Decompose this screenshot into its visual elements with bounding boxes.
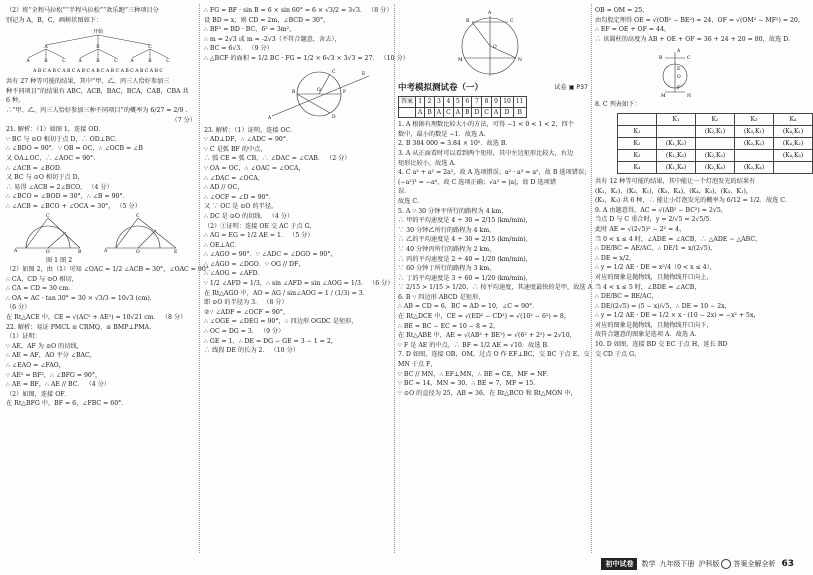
text-line: （2）将“全程马拉松”“半程马拉松”“欢乐跑”三种项目分 bbox=[6, 7, 159, 14]
text-line: ∵ BC = 14，MN = 30，∴ BE = 7，MF = 15． bbox=[398, 380, 540, 388]
text-line: 设 BD = x，则 CD = 2m，∠BCD = 30°， bbox=[204, 16, 330, 24]
text-line: ∴ GE = 1，∴ DE = DG − GE = 3 − 1 = 2， bbox=[204, 337, 337, 345]
answer-table-cell bbox=[399, 107, 416, 118]
text-line: ∴ m = 2√3 或 m = -2√3（不符合题意，舍去）， bbox=[204, 35, 341, 43]
answer-table-header-cell: 9 bbox=[491, 97, 500, 108]
text-line: ∵ OA = OC，∴ ∠OAC = ∠OCA， bbox=[204, 164, 305, 172]
text-line: （6 分） bbox=[6, 304, 31, 312]
outcome-table-cell: (K₄,K₃) bbox=[774, 149, 813, 161]
text-line: 22. 解析：易证 PMCL ≌ CRMQ，≌ BMP⊥PMA． bbox=[6, 323, 156, 331]
outcome-table-cell: (K₃,K₁) bbox=[735, 125, 774, 137]
text-line: 又 BC 与 ⊙O 相切于点 D， bbox=[6, 174, 84, 182]
text-line: ∴ BE = BC − EC = 10 − 8 = 2， bbox=[398, 322, 500, 330]
outcome-table-header-cell: K₄ bbox=[774, 113, 813, 125]
page-footer bbox=[601, 558, 794, 570]
text-line: 在 Rt△ACE 中，CE = √(AC² + AE²) = 10√21 cm． （8 分） bbox=[6, 314, 187, 322]
text-line: (K₁，K₃) 共 6 种，∴ 能让小灯泡发光的概率为 6/12 = 1/2．故选 C． bbox=[595, 197, 792, 205]
text-line: 2. B 384 000 = 3.84 × 10⁵．故选 B． bbox=[398, 140, 512, 148]
text-line: 共有 27 种等可能的结果，其中“甲、乙、丙三人恰好参加三 bbox=[6, 78, 170, 86]
outcome-table-cell: (K₃,K₂) bbox=[735, 137, 774, 149]
text-line: 5. A ∵ 30 分钟平所行的路程为 4 km， bbox=[398, 207, 508, 215]
text-line: 6. B ∵ 四边形 ABCD 是矩形， bbox=[398, 293, 485, 301]
text-line: ∴ ∠AGO = ∠DGO．∵ OG // DF， bbox=[204, 260, 305, 268]
text-line: ∵ 30 分钟乙所行的路程为 4 km， bbox=[398, 226, 496, 234]
answer-table-header-cell: 11 bbox=[513, 97, 526, 108]
text-line: 10. D 如图，连接 BD 交 EC 于点 H，延长 BD bbox=[595, 341, 728, 349]
text-line: 7. D 如图，连接 OB，OM，过点 O 作 EF⊥BC，交 BC 于点 E，交 bbox=[398, 351, 590, 359]
outcome-table bbox=[617, 113, 813, 174]
svg-text:B: B bbox=[96, 59, 100, 65]
brand-label: 初中试卷 bbox=[601, 558, 637, 570]
figure-circle-chords bbox=[398, 8, 583, 80]
answer-table-cell: C bbox=[444, 107, 454, 118]
outcome-table-cell: (K₂,K₁) bbox=[696, 125, 735, 137]
text-line: OB = OM = 25， bbox=[595, 7, 649, 14]
svg-text:B: B bbox=[659, 56, 663, 62]
text-line: ∴ AG = EG = 1/2 AE = 1． （5 分） bbox=[204, 232, 314, 240]
column-divider bbox=[199, 4, 200, 553]
outcome-table-cell: (K₂,K₃) bbox=[696, 149, 735, 161]
answer-table-cell: C bbox=[482, 107, 492, 118]
answer-table-cell: A bbox=[453, 107, 462, 118]
text-line: ∴ AD // OC， bbox=[204, 184, 244, 192]
answer-table-header-cell: 8 bbox=[482, 97, 492, 108]
svg-text:M: M bbox=[661, 94, 666, 100]
text-line: ∴ OC = DG = 3． （9 分） bbox=[204, 328, 285, 336]
svg-text:A: A bbox=[78, 59, 82, 65]
text-line: ∴ FG = BF · sin B = 6 × sin 60° = 6 × √3/2 = 3√3． （8 分） bbox=[204, 7, 393, 14]
text-line: 故选 C． bbox=[398, 197, 424, 205]
text-line: 故符合题意的图象是选项 A．故选 A． bbox=[595, 331, 701, 339]
svg-text:C: C bbox=[332, 69, 336, 75]
outcome-table-cell bbox=[696, 137, 735, 149]
text-line: ∴ 乙的平均速度是 4 ÷ 30 = 2/15 (km/min)， bbox=[398, 236, 532, 244]
page-reference: 试卷 ▣ P37 bbox=[554, 84, 588, 91]
text-line: 当 0 < x ≤ 4 时，∠ADE = ∠ACB，∴ △ADE ∽ △ABC， bbox=[595, 235, 762, 243]
text-line: 对应的图象是抛物线，且抛物线开口向上， bbox=[595, 273, 713, 281]
svg-text:A: A bbox=[104, 248, 108, 254]
text-line: MN 于点 F， bbox=[398, 361, 437, 369]
tree-diagram bbox=[6, 27, 191, 75]
text-line: 1. A 根据有理数比较大小的方法，可得 −1 < 0 < 1 < 2，四个 bbox=[398, 121, 574, 129]
text-line: （2）如图 2，由（1）可知 ∠OAC = 1/2 ∠ACB = 30°，∠OAC = 90°． bbox=[6, 266, 216, 274]
text-line: ∵ AD⊥DF，∴ ∠ADC = 90°． bbox=[204, 136, 293, 144]
text-line: ∴ ∠AGO = 90°．∵ ∠ADC = ∠DGO = 90°， bbox=[204, 251, 337, 259]
text-line: (K₁，K₂)，(K₂，K₁)，(K₃，K₄)，(K₄，K₃)，(K₃，K₁)， bbox=[595, 187, 753, 195]
text-line: （2）①证明：连接 OE 交 AC 于点 G， bbox=[204, 222, 316, 230]
answer-table-header-cell: 5 bbox=[453, 97, 462, 108]
answer-table-cell: B bbox=[513, 107, 526, 118]
column-3 bbox=[398, 6, 599, 398]
outcome-table-cell: (K₁,K₂) bbox=[657, 137, 696, 149]
text-line: ∴ DE/BC = BE/AC， bbox=[595, 293, 658, 301]
answer-table-header-cell: 2 bbox=[425, 97, 434, 108]
exam-section-header bbox=[398, 82, 588, 94]
text-line: 在 Rt△BFG 中，BF = 6，∠FBC = 60°． bbox=[6, 400, 128, 408]
text-line: 9. A 由题意得，AC = √(AB² − BC²) = 2√5， bbox=[595, 206, 727, 214]
answer-table-cell: D bbox=[472, 107, 482, 118]
outcome-table-cell: K₃ bbox=[618, 149, 657, 161]
outcome-table-cell: (K₄,K₂) bbox=[774, 137, 813, 149]
outcome-table-cell: K₁ bbox=[618, 125, 657, 137]
outcome-table-header-cell bbox=[618, 113, 657, 125]
svg-text:F: F bbox=[343, 89, 347, 95]
text-line: 共有 12 种等可能的结果，其中能让一个灯泡发光的结果有 bbox=[595, 177, 756, 185]
edition-label: 沪科版 bbox=[698, 560, 720, 568]
text-line: 误． bbox=[398, 188, 411, 196]
svg-text:C: C bbox=[687, 56, 691, 62]
text-line: 即 ⊙O 的半径为 3． （8 分） bbox=[204, 299, 288, 307]
svg-text:C: C bbox=[166, 59, 170, 65]
text-line: 数中，最小的数是 −1．故选 A． bbox=[398, 130, 490, 138]
text-line: 矩形比较小，故选 A． bbox=[398, 159, 461, 167]
outcome-table-cell: (K₂,K₄) bbox=[696, 161, 735, 173]
answer-table-cell: A bbox=[491, 107, 500, 118]
text-line: ∴ ∠AOG = ∠AFD． bbox=[204, 270, 264, 278]
answer-table-cell: A bbox=[416, 107, 425, 118]
text-line: ∴ 丙的平均速度是 2 ÷ 40 = 1/20 (km/min)， bbox=[398, 255, 532, 263]
svg-text:C: C bbox=[510, 19, 514, 24]
svg-text:O: O bbox=[317, 87, 321, 93]
svg-text:A: A bbox=[44, 45, 48, 51]
svg-text:D: D bbox=[332, 114, 336, 120]
text-line: 交 CD 于点 G， bbox=[595, 350, 641, 358]
text-line: ∵ 40 分钟丙所行的路程为 2 km， bbox=[398, 245, 496, 253]
text-line: ∴ ∠DAC = ∠OCA， bbox=[204, 174, 265, 182]
text-line: ∴ y = 1/2 AE · DE = x²/4（0 < x ≤ 4）， bbox=[595, 264, 716, 272]
text-line: 由勾股定理得 OE = √(OB² − BE²) = 24，OF = √(OM² − MF²) = 20， bbox=[595, 16, 805, 24]
text-line: 又 OA⊥OC，∴ ∠AOC = 90°． bbox=[6, 154, 100, 162]
column-4 bbox=[595, 6, 805, 359]
text-line: ②∵ ∠ADF = ∠OCF = 90°， bbox=[204, 308, 290, 316]
svg-text:B: B bbox=[466, 19, 470, 24]
answer-table-header-cell: 4 bbox=[444, 97, 454, 108]
outcome-table-cell bbox=[657, 125, 696, 137]
text-line: ∵ BC // MN，∴ EF⊥MN，∴ BE = CE，MF = NF． bbox=[398, 370, 553, 378]
svg-text:E: E bbox=[677, 67, 681, 73]
text-line: ∵ AE，AF 为 ⊙O 的切线， bbox=[6, 342, 83, 350]
svg-text:E: E bbox=[174, 249, 178, 255]
svg-text:E: E bbox=[362, 71, 366, 77]
svg-text:A B C A B C A B C A B C A B C: A B C A B C A B C A B C A B C A B C A B C A B C A B C bbox=[33, 69, 163, 75]
text-line: 6 种， bbox=[6, 97, 25, 105]
answer-table-cell: B bbox=[425, 107, 434, 118]
figure-circle-tangent bbox=[204, 66, 384, 124]
svg-text:A: A bbox=[26, 59, 30, 65]
outcome-table-cell: (K₄,K₁) bbox=[774, 125, 813, 137]
text-line: 图 1 图 2 bbox=[46, 256, 73, 264]
answer-mark-icon bbox=[721, 559, 731, 569]
column-divider bbox=[591, 4, 592, 553]
text-line: ∴ ∠EAO = ∠FAO， bbox=[6, 362, 65, 370]
column-1 bbox=[6, 6, 216, 409]
svg-text:O: O bbox=[677, 75, 681, 81]
figure-cylinder-section bbox=[595, 46, 790, 98]
svg-text:C: C bbox=[62, 59, 66, 65]
svg-text:A: A bbox=[268, 115, 272, 121]
figure-circles-1-2 bbox=[6, 214, 191, 254]
text-line: (−a²)³ = −a⁶，故 C 选项正确；√a² = |a|，故 D 选项错 bbox=[398, 178, 557, 186]
text-line: ∵ F 是 AE 的中点，∴ BF = 1/2 AE = √10．故选 B． bbox=[398, 341, 554, 349]
answer-table-cell: D bbox=[501, 107, 514, 118]
text-line: 当点 D 与 C 重合时，y = 2/√5 = 2√5/5． bbox=[595, 216, 716, 224]
text-line: ∴ CA = CD = 30 cm． bbox=[6, 285, 75, 293]
svg-text:N: N bbox=[687, 94, 691, 100]
text-line: 8. C 列表如下： bbox=[595, 101, 641, 109]
text-line: ∵ C 是弧 BF 的中点， bbox=[204, 145, 267, 153]
text-line: ∴ 弧 CE = 弧 CB，∴ ∠DAC = ∠CAB． （2 分） bbox=[204, 155, 351, 163]
text-line: ∴ ∠OGE = ∠DEG = 90°，∴ 四边形 OGDC 是矩形， bbox=[204, 318, 358, 326]
text-line: ∵ 60 分钟丁所行的路程为 3 km， bbox=[398, 265, 496, 273]
text-line: ∴ BC = 6√3． （9 分） bbox=[204, 45, 273, 53]
text-line: ∵ 2/15 > 1/15 > 1/20，∴ 按平均速度，其速度最快的是甲，故选 A． bbox=[398, 284, 599, 292]
outcome-table-header-cell: K₃ bbox=[735, 113, 774, 125]
text-line: ∴ 该圆柱的高度为 AB + OE + OF = 36 + 24 + 20 = 80，故选 D． bbox=[595, 35, 795, 43]
text-line: 在 Rt△AGO 中，AO = AG / sin∠AOG = 1 / (1/3) = 3． bbox=[204, 289, 369, 297]
svg-text:M: M bbox=[458, 58, 463, 63]
text-line: 对应的图象是抛物线，且抛物线开口向下， bbox=[595, 321, 713, 329]
text-line: ∴ ∠BCO = ∠BOD = 30°，∴ ∠B = 90°． bbox=[6, 193, 129, 201]
text-line: （2）如图，连接 OF． bbox=[6, 390, 71, 398]
text-line: 此时 AE = √(2√5)² − 2² = 4， bbox=[595, 225, 686, 233]
text-line: 在 Rt△DCE 中，CE = √(ED² − CD²) = √(10² − 6²) = 8， bbox=[398, 313, 571, 321]
book-label: 答案全解全析 bbox=[733, 560, 776, 568]
text-line: ∴ OE⊥AC． bbox=[204, 241, 241, 249]
outcome-table-cell: (K₁,K₃) bbox=[657, 149, 696, 161]
answer-table-cell: A bbox=[434, 107, 443, 118]
exam-title: 中考模拟测试卷（一） bbox=[398, 83, 484, 93]
svg-text:C: C bbox=[114, 59, 118, 65]
outcome-table-cell: K₄ bbox=[618, 161, 657, 173]
text-line: ∴ △BCF 的面积 = 1/2 BC · FG = 1/2 × 6√3 × 3√3 = 27． （10 分） bbox=[204, 54, 409, 62]
text-line: ∴ AB = CD = 6，BC = AD = 10，∠C = 90°． bbox=[398, 303, 539, 311]
text-line: ∴ ∠OCF = ∠D = 90°． bbox=[204, 193, 275, 201]
text-line: 4. C a² + a² = 2a²，故 A 选项错误；a² · a³ = a⁵，故 B 选项错误； bbox=[398, 169, 591, 177]
outcome-table-cell: (K₁,K₄) bbox=[657, 161, 696, 173]
svg-text:A: A bbox=[488, 11, 492, 16]
text-line: ∵ ⊙O 的直径为 25，AB = 36，在 Rt△BCO 和 Rt△MON 中， bbox=[398, 389, 577, 397]
text-line: ∴ OA = AC · tan 30° = 30 × √3/3 = 10√3 (cm)． bbox=[6, 294, 156, 302]
text-line: ∴ 甲的平均速度是 4 ÷ 30 = 2/15 (km/min)， bbox=[398, 217, 532, 225]
text-line: ∴ AE = BF，∴ AE // BC． （4 分） bbox=[6, 381, 111, 389]
text-line: ∴“甲、乙、丙三人恰好参加三种不同项目”的概率为 6/27 = 2/9 . bbox=[6, 106, 188, 114]
outcome-table-header-cell: K₂ bbox=[696, 113, 735, 125]
text-line: （7 分） bbox=[171, 116, 196, 124]
text-line: ∴ ∠ACB = ∠BCO + ∠OCA = 30°， （5 分） bbox=[6, 202, 141, 210]
svg-text:A: A bbox=[14, 248, 18, 254]
answer-table-header-cell: 6 bbox=[463, 97, 472, 108]
text-line: 别记为 A，B，C，画树状图如下： bbox=[6, 16, 103, 24]
outcome-table-header-cell: K₁ bbox=[657, 113, 696, 125]
grade-label: 九年级下册 bbox=[659, 560, 695, 568]
text-line: ∴ ∠BDO = 90°．∵ OB = OC，∴ ∠OCB = ∠B bbox=[6, 145, 143, 153]
text-line: 当 4 < x ≤ 5 时，∠BDE = ∠ACB， bbox=[595, 283, 701, 291]
svg-text:O: O bbox=[136, 249, 140, 255]
text-line: 又 ∵ OC 是 ⊙O 的半径， bbox=[204, 203, 278, 211]
text-line: ∴ BF² = BD · BC，6² = 3m²， bbox=[204, 26, 296, 34]
text-line: ∴ y = 1/2 AE · DE = 1/2 × x · (10 − 2x) = −x² + 5x， bbox=[595, 312, 760, 320]
text-line: ∴ DE/BC = AE/AC，∴ DE/1 = x/(2√5)， bbox=[595, 245, 717, 253]
svg-text:O: O bbox=[493, 45, 497, 50]
text-line: ∵ BC 与 ⊙O 相切于点 D，∴ OD⊥BC． bbox=[6, 135, 122, 143]
page-number: 63 bbox=[781, 559, 794, 569]
svg-text:C: C bbox=[46, 213, 50, 219]
text-line: ∴ AE = AF，AO 平分 ∠BAC， bbox=[6, 352, 96, 360]
text-line: （1）证明： bbox=[6, 333, 41, 341]
outcome-table-cell: K₂ bbox=[618, 137, 657, 149]
outcome-table-cell: (K₃,K₄) bbox=[735, 161, 774, 173]
outcome-table-cell bbox=[774, 161, 813, 173]
svg-text:B: B bbox=[148, 59, 152, 65]
svg-text:B: B bbox=[44, 59, 48, 65]
answer-table-header-cell: 3 bbox=[434, 97, 443, 108]
answer-table bbox=[398, 96, 527, 118]
text-line: 3. A 从正面看时可以看到两个矩形，其中左边矩形比较大，右边 bbox=[398, 149, 574, 157]
svg-text:B: B bbox=[78, 249, 82, 255]
svg-text:A: A bbox=[130, 59, 134, 65]
text-line: 种不同项目”的结果有 ABC，ACB，BAC，BCA，CAB，CBA 共 bbox=[6, 87, 189, 95]
svg-text:开始: 开始 bbox=[92, 29, 104, 36]
answer-table-cell: B bbox=[463, 107, 472, 118]
answer-table-header-cell: 10 bbox=[501, 97, 514, 108]
text-line: 在 Rt△ABE 中，AE = √(AB² + BE²) = √(6² + 2²) = 2√10， bbox=[398, 332, 576, 340]
text-line: ∴ ∠ACB = ∠BOD． bbox=[6, 164, 67, 172]
text-line: 23. 解析：（1）证明，连接 OC． bbox=[204, 126, 297, 134]
answer-table-header-cell: 1 bbox=[416, 97, 425, 108]
svg-text:C: C bbox=[136, 213, 140, 219]
svg-text:O: O bbox=[46, 249, 50, 255]
text-line: ∴ 线段 DE 的长为 2． （10 分） bbox=[204, 347, 299, 355]
text-line: ∵ AE² = BF²，∴ ∠BFG = 90°， bbox=[6, 371, 102, 379]
text-line: ∴ DE/(2√5) = (5 − x)/√5，∴ DE = 10 − 2x， bbox=[595, 302, 731, 310]
text-line: ∴ 易得 ∠ACB = 2∠BCO， （4 分） bbox=[6, 183, 113, 191]
text-line: ∴ EF = OE + OF = 44， bbox=[595, 26, 671, 34]
svg-text:C: C bbox=[148, 45, 152, 51]
text-line: ∴ 丁的平均速度是 3 ÷ 60 = 1/20 (km/min)， bbox=[398, 274, 532, 282]
text-line: ∴ CA，CD 与 ⊙O 相切， bbox=[6, 275, 78, 283]
text-line: ∴ DE = x/2， bbox=[595, 254, 636, 262]
answer-table-header-cell: 答案 bbox=[399, 97, 416, 108]
text-line: ∴ DC 是 ⊙O 的切线． （4 分） bbox=[204, 212, 294, 220]
column-divider bbox=[394, 4, 395, 553]
svg-text:B: B bbox=[96, 45, 100, 51]
svg-text:B: B bbox=[292, 89, 296, 95]
text-line: 21. 解析：（1）如图 1，连接 OD． bbox=[6, 126, 105, 134]
svg-text:F: F bbox=[677, 86, 681, 92]
svg-text:N: N bbox=[518, 58, 522, 63]
answer-table-header-cell: 7 bbox=[472, 97, 482, 108]
outcome-table-cell bbox=[735, 149, 774, 161]
text-line: ∵ 1/2 ∠AFD = 1/3，∴ sin ∠AFD = sin ∠AOG = 1/3． （6 分） bbox=[204, 280, 394, 288]
subject-label: 数学 bbox=[641, 560, 656, 568]
svg-text:A: A bbox=[677, 49, 681, 55]
